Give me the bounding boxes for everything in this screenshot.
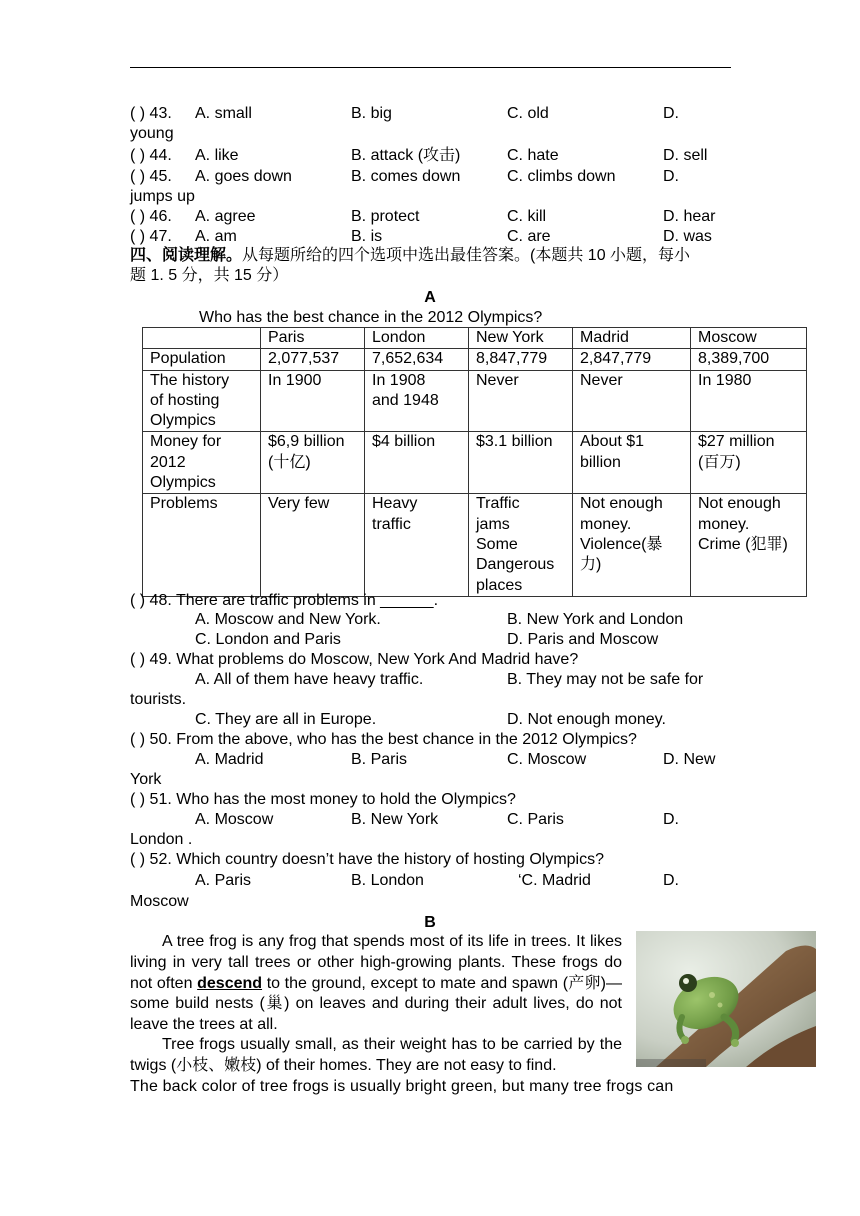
q49-option-b-cont: tourists. (130, 691, 187, 708)
table-row (143, 370, 807, 432)
passage-a-letter: A (424, 289, 436, 306)
p1-text-after: to the ground, except to mate and spawn (产卵)—some build nests (巢) on leaves and during their adult lives, do not leave the trees at all. (130, 974, 622, 1034)
cell-header-paris: Paris (261, 328, 365, 349)
passage-b-paragraph-2: Tree frogs usually small, as their weight has to be carried by the twigs (小枝、嫩枝) of their homes. They are not easy to find. (130, 1036, 622, 1074)
cell-problems-moscow: Not enough money. Crime (犯罪) (691, 494, 807, 596)
cell-history-london: In 1908 and 1948 (365, 370, 469, 432)
cell-header-moscow: Moscow (691, 328, 807, 349)
table-header-row (143, 328, 807, 349)
q45-option-b: B. comes down (351, 168, 461, 185)
cell-population-label: Population (143, 349, 261, 370)
header-rule (130, 67, 731, 68)
q52-option-c: ‘C. Madrid (518, 872, 591, 889)
cell-header-new-york: New York (469, 328, 573, 349)
question-49-stem: ( ) 49. What problems do Moscow, New York And Madrid have? (130, 651, 579, 668)
cell-header-madrid: Madrid (573, 328, 691, 349)
keyword-descend: descend (197, 974, 263, 992)
q45-option-d: D. (663, 168, 679, 185)
q46-option-a: A. agree (195, 208, 256, 225)
q46-option-d: D. hear (663, 208, 716, 225)
q52-option-d: D. (663, 872, 679, 889)
q43-option-c: C. old (507, 105, 549, 122)
cell-problems-label: Problems (143, 494, 261, 596)
q49-option-d: D. Not enough money. (507, 711, 666, 728)
passage-b-paragraph-1 (130, 932, 622, 1036)
cell-problems-new-york: Traffic jams Some Dangerous places (469, 494, 573, 596)
cell-population-new-york: 8,847,779 (469, 349, 573, 370)
q46-option-b: B. protect (351, 208, 420, 225)
passage-b-letter: B (424, 914, 436, 931)
q46-number: ( ) 46. (130, 208, 172, 225)
table-row (143, 349, 807, 370)
section-4-text-2: 题 1. 5 分，共 15 分） (130, 267, 289, 284)
q50-option-d: D. New (663, 751, 716, 768)
q49-option-a: A. All of them have heavy traffic. (195, 671, 424, 688)
q47-option-b: B. is (351, 228, 383, 245)
q44-option-a: A. like (195, 147, 239, 164)
q44-option-b: B. attack (攻击) (351, 147, 461, 164)
question-50-stem: ( ) 50. From the above, who has the best chance in the 2012 Olympics? (130, 731, 637, 748)
question-48-stem: ( ) 48. There are traffic problems in ______. (130, 592, 439, 609)
q47-option-c: C. are (507, 228, 551, 245)
q52-option-d-cont: Moscow (130, 893, 189, 910)
q50-option-a: A. Madrid (195, 751, 264, 768)
q44-option-d: D. sell (663, 147, 708, 164)
section-4-instructions (130, 246, 690, 266)
q46-option-c: C. kill (507, 208, 547, 225)
q44-number: ( ) 44. (130, 147, 172, 164)
q51-option-a: A. Moscow (195, 811, 274, 828)
q45-option-c: C. climbs down (507, 168, 616, 185)
q47-option-d: D. was (663, 228, 712, 245)
cell-history-label: The history of hosting Olympics (143, 370, 261, 432)
q48-option-b: B. New York and London (507, 611, 684, 628)
cell-history-paris: In 1900 (261, 370, 365, 432)
cell-header-label (143, 328, 261, 349)
q48-option-d: D. Paris and Moscow (507, 631, 659, 648)
q45-number: ( ) 45. (130, 168, 172, 185)
q44-option-c: C. hate (507, 147, 559, 164)
q49-option-c: C. They are all in Europe. (195, 711, 377, 728)
q52-option-b: B. London (351, 872, 424, 889)
q45-option-d-cont: jumps up (130, 188, 195, 205)
section-4-heading: 四、阅读理解。 (130, 247, 243, 264)
q50-option-d-cont: York (130, 771, 162, 788)
cell-population-paris: 2,077,537 (261, 349, 365, 370)
q48-option-a: A. Moscow and New York. (195, 611, 381, 628)
passage-a-title: Who has the best chance in the 2012 Olympics? (199, 309, 543, 326)
olympics-table (142, 327, 807, 597)
q47-option-a: A. am (195, 228, 237, 245)
q50-option-b: B. Paris (351, 751, 408, 768)
question-51-stem: ( ) 51. Who has the most money to hold the Olympics? (130, 791, 516, 808)
cell-money-moscow: $27 million (百万) (691, 432, 807, 494)
q43-number: ( ) 43. (130, 105, 172, 122)
q51-option-c: C. Paris (507, 811, 564, 828)
cell-problems-paris: Very few (261, 494, 365, 596)
q47-number: ( ) 47. (130, 228, 172, 245)
tree-frog-photo (636, 931, 816, 1067)
q51-option-d: D. (663, 811, 679, 828)
q43-option-d: D. (663, 105, 679, 122)
cell-money-london: $4 billion (365, 432, 469, 494)
cell-header-london: London (365, 328, 469, 349)
passage-b-paragraph-3: The back color of tree frogs is usually bright green, but many tree frogs can (130, 1078, 674, 1095)
cell-money-new-york: $3.1 billion (469, 432, 573, 494)
q43-option-d-cont: young (130, 125, 174, 142)
cell-money-paris: $6,9 billion (十亿) (261, 432, 365, 494)
q45-option-a: A. goes down (195, 168, 292, 185)
q48-option-c: C. London and Paris (195, 631, 341, 648)
question-52-stem: ( ) 52. Which country doesn’t have the history of hosting Olympics? (130, 851, 604, 868)
cell-money-madrid: About $1 billion (573, 432, 691, 494)
tree-frog-illustration (636, 931, 816, 1067)
q43-option-b: B. big (351, 105, 392, 122)
cell-problems-london: Heavy traffic (365, 494, 469, 596)
section-4-text-1: 从每题所给的四个选项中选出最佳答案。(本题共 10 小题，每小 (242, 247, 691, 264)
q50-option-c: C. Moscow (507, 751, 587, 768)
cell-population-moscow: 8,389,700 (691, 349, 807, 370)
cell-population-madrid: 2,847,779 (573, 349, 691, 370)
table-row (143, 494, 807, 596)
cell-history-moscow: In 1980 (691, 370, 807, 432)
cell-history-madrid: Never (573, 370, 691, 432)
cell-money-label: Money for 2012 Olympics (143, 432, 261, 494)
q52-option-a: A. Paris (195, 872, 252, 889)
q49-option-b: B. They may not be safe for (507, 671, 704, 688)
q43-option-a: A. small (195, 105, 252, 122)
cell-population-london: 7,652,634 (365, 349, 469, 370)
cell-history-new-york: Never (469, 370, 573, 432)
cell-problems-madrid: Not enough money. Violence(暴 力) (573, 494, 691, 596)
q51-option-d-cont: London . (130, 831, 193, 848)
p1-text-before: A tree frog is any frog that spends most of its life in trees. It likes living in very tall trees or other high-growing plants. These frogs do not often (130, 933, 622, 992)
table-row (143, 432, 807, 494)
q51-option-b: B. New York (351, 811, 439, 828)
